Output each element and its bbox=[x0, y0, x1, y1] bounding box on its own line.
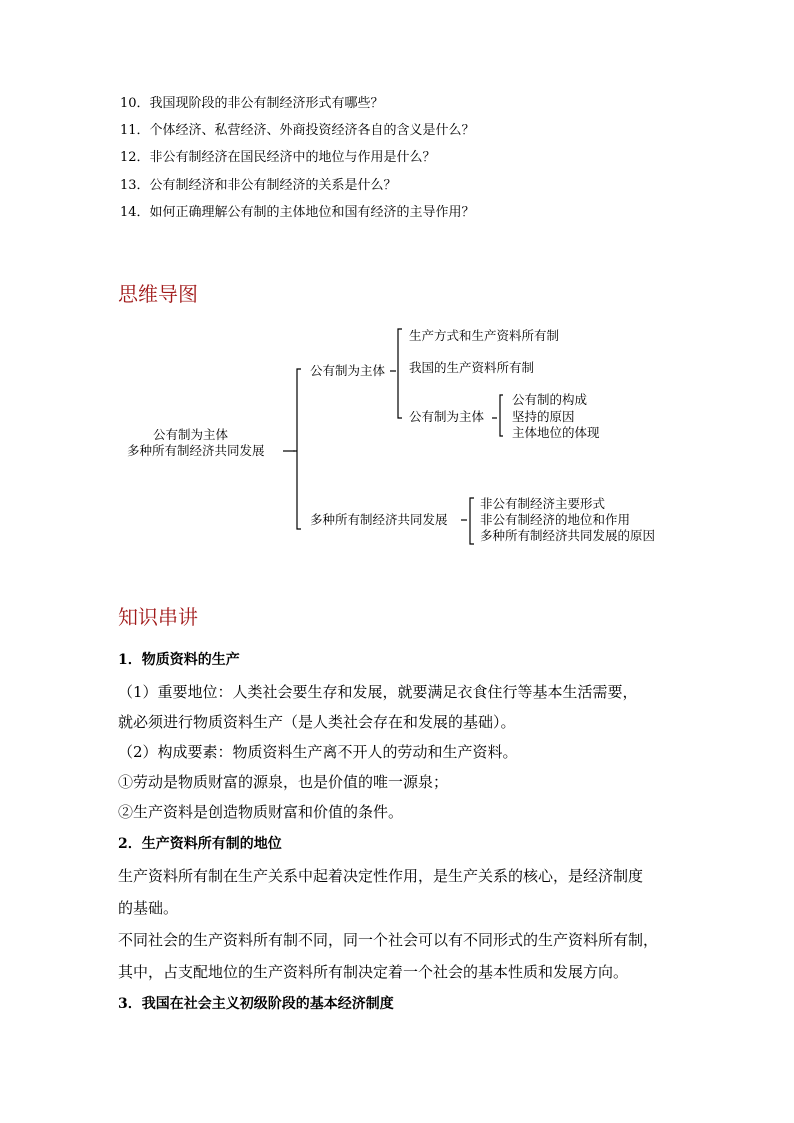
knowledge-paragraph: ①劳动是物质财富的源泉，也是价值的唯一源泉； bbox=[118, 773, 449, 791]
mindmap-branch2-child: 多种所有制经济共同发展的原因 bbox=[480, 528, 656, 543]
question-item: 10．我国现阶段的非公有制经济形式有哪些？ bbox=[120, 96, 384, 111]
branch2-bracket bbox=[470, 498, 474, 544]
section-title-mindmap: 思维导图 bbox=[118, 282, 198, 306]
knowledge-heading: 1．物质资料的生产 bbox=[118, 652, 240, 668]
mindmap-branch1-label: 公有制为主体 bbox=[310, 363, 386, 378]
mindmap-root-line2: 多种所有制经济共同发展 bbox=[127, 443, 265, 458]
mindmap-branch2-label: 多种所有制经济共同发展 bbox=[310, 512, 448, 527]
mindmap-sub-child: 坚持的原因 bbox=[512, 409, 575, 424]
main-bracket bbox=[297, 369, 301, 529]
knowledge-heading: 3．我国在社会主义初级阶段的基本经济制度 bbox=[118, 996, 394, 1012]
knowledge-paragraph: 的基础。 bbox=[118, 899, 179, 917]
knowledge-paragraph: 其中，占支配地位的生产资料所有制决定着一个社会的基本性质和发展方向。 bbox=[118, 963, 629, 981]
knowledge-paragraph: （1）重要地位：人类社会要生存和发展，就要满足衣食住行等基本生活需要， bbox=[118, 683, 638, 701]
knowledge-paragraph: 不同社会的生产资料所有制不同，同一个社会可以有不同形式的生产资料所有制， bbox=[118, 931, 659, 949]
mindmap-branch1-child: 生产方式和生产资料所有制 bbox=[409, 328, 560, 343]
knowledge-paragraph: （2）构成要素：物质资料生产离不开人的劳动和生产资料。 bbox=[118, 743, 518, 761]
question-item: 12．非公有制经济在国民经济中的地位与作用是什么？ bbox=[120, 150, 436, 165]
mindmap-branch2-child: 非公有制经济的地位和作用 bbox=[480, 512, 631, 527]
branch1-bracket bbox=[398, 329, 402, 418]
knowledge-paragraph: 就必须进行物质资料生产（是人类社会存在和发展的基础）。 bbox=[118, 713, 516, 731]
question-item: 14．如何正确理解公有制的主体地位和国有经济的主导作用？ bbox=[120, 205, 475, 220]
question-item: 11．个体经济、私营经济、外商投资经济各自的含义是什么？ bbox=[120, 123, 475, 138]
mindmap-root-line1: 公有制为主体 bbox=[153, 427, 229, 442]
mindmap-branch1-child: 我国的生产资料所有制 bbox=[409, 360, 535, 375]
mindmap-sub-child: 公有制的构成 bbox=[512, 392, 588, 407]
knowledge-paragraph: 生产资料所有制在生产关系中起着决定性作用，是生产关系的核心，是经济制度 bbox=[118, 867, 644, 885]
knowledge-paragraph: ②生产资料是创造物质财富和价值的条件。 bbox=[118, 803, 404, 821]
mindmap-branch2-child: 非公有制经济主要形式 bbox=[480, 496, 606, 511]
section-title-knowledge: 知识串讲 bbox=[118, 605, 198, 629]
knowledge-heading: 2．生产资料所有制的地位 bbox=[118, 836, 282, 852]
mindmap-sub-child: 主体地位的体现 bbox=[512, 425, 600, 440]
question-item: 13．公有制经济和非公有制经济的关系是什么？ bbox=[120, 178, 397, 193]
sub-bracket bbox=[500, 395, 503, 436]
mindmap-sub-label: 公有制为主体 bbox=[409, 409, 485, 424]
